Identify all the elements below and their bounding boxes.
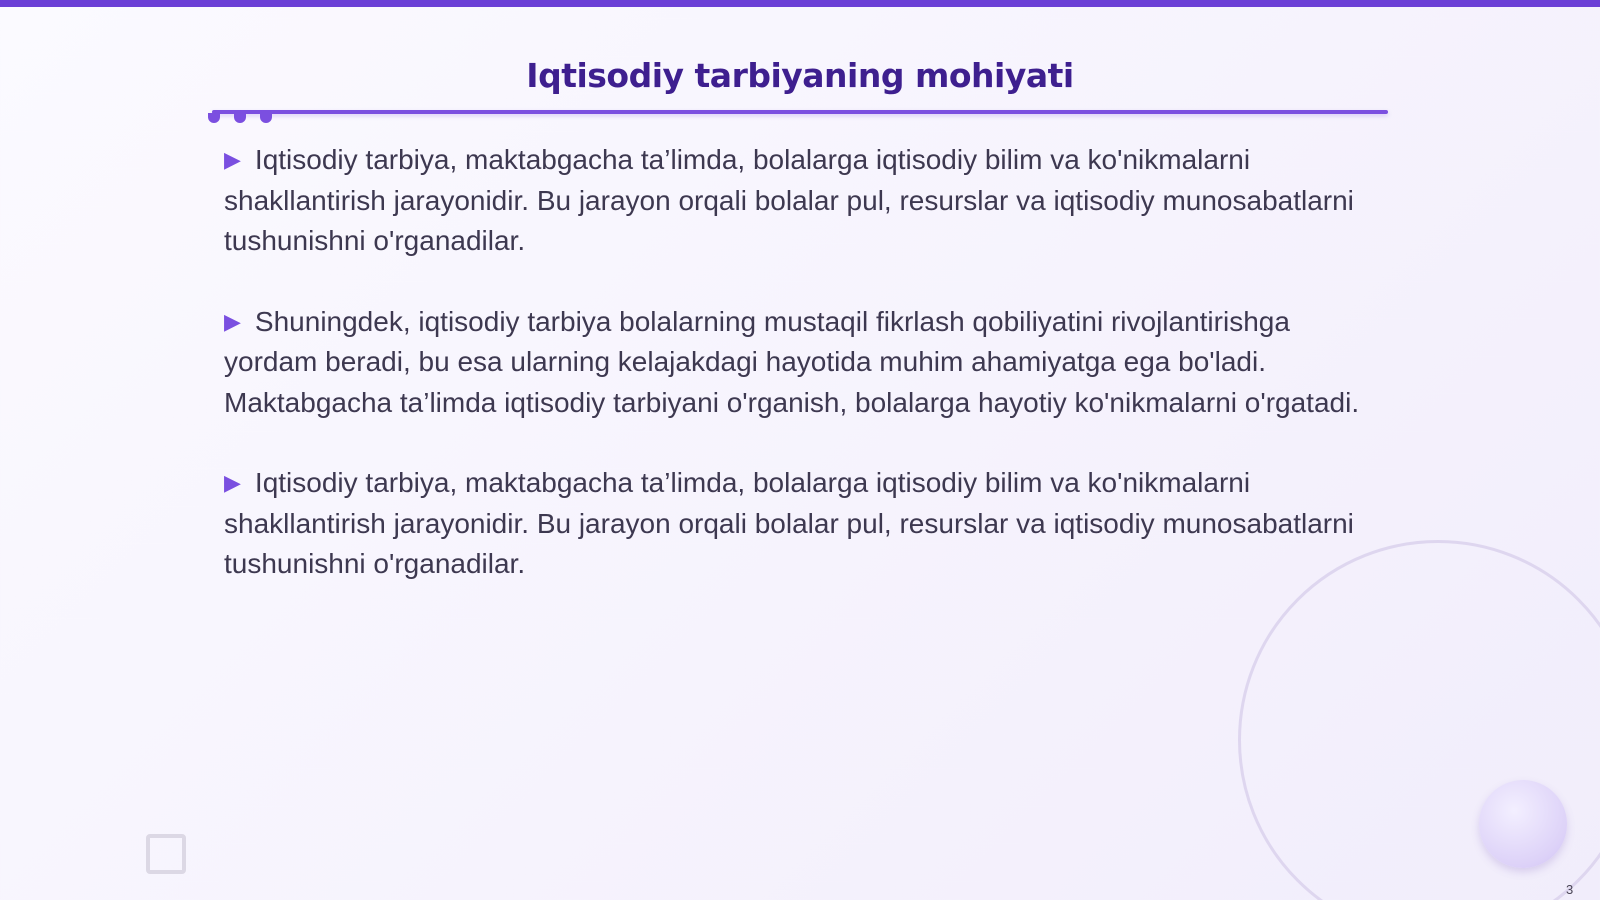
bullet-arrow-icon: ▶ (224, 147, 241, 172)
decorative-dot-2 (234, 113, 246, 123)
decorative-square (146, 834, 186, 874)
title-underline (212, 110, 1388, 114)
decorative-dot-3 (260, 113, 272, 123)
paragraph-text: Iqtisodiy tarbiya, maktabgacha ta’limda, bolalarga iqtisodiy bilim va ko'nikmalarni shakllantirish jarayonidir. Bu jarayon orqali bolalar pul, resurslar va iqtisodiy munosabatlarni tushunishni o'rganadilar. (224, 144, 1354, 256)
top-accent-bar (0, 0, 1600, 7)
bullet-paragraph-3 (224, 463, 1384, 585)
paragraph-text: Shuningdek, iqtisodiy tarbiya bolalarning mustaqil fikrlash qobiliyatini rivojlantirishga yordam beradi, bu esa ularning kelajakdagi hayotida muhim ahamiyatga ega bo'ladi. Maktabgacha ta’limda iqtisodiy tarbiyani o'rganish, bolalarga hayotiy ko'nikmalarni o'rgatadi. (224, 305, 1360, 418)
bullet-paragraph-2 (224, 302, 1384, 424)
paragraph-text: Iqtisodiy tarbiya, maktabgacha ta’limda, bolalarga iqtisodiy bilim va ko'nikmalarni shakllantirish jarayonidir. Bu jarayon orqali bolalar pul, resurslar va iqtisodiy munosabatlarni tushunishni o'rganadilar. (224, 467, 1354, 579)
slide-title: Iqtisodiy tarbiyaning mohiyati (526, 56, 1074, 95)
bullet-paragraph-1 (224, 140, 1384, 262)
slide-content (224, 140, 1384, 625)
decorative-bubble (1479, 780, 1567, 868)
decorative-dot-1 (208, 113, 220, 123)
bullet-arrow-icon: ▶ (224, 308, 241, 334)
bullet-arrow-icon: ▶ (224, 470, 241, 495)
slide-number: 3 (1566, 882, 1574, 897)
